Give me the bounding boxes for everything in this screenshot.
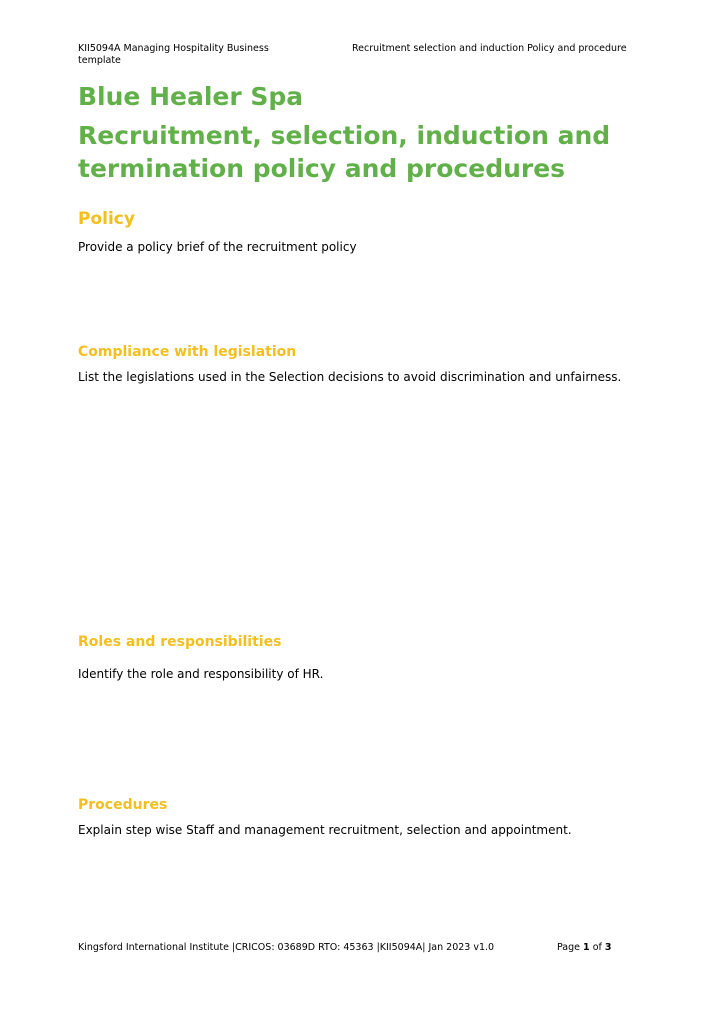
page-number	[557, 942, 612, 954]
compliance-text: List the legislations used in the Selection decisions to avoid discrimination and unfairness.	[78, 370, 622, 384]
page-current: 1	[583, 942, 590, 953]
page-label: Page	[557, 942, 580, 953]
roles-heading: Roles and responsibilities	[78, 634, 282, 650]
procedures-heading: Procedures	[78, 797, 168, 813]
policy-heading: Policy	[78, 209, 135, 229]
page-of: of	[592, 942, 602, 953]
header-right: Recruitment selection and induction Policy and procedure	[352, 43, 627, 54]
header-left: KII5094A Managing Hospitality Business template	[78, 43, 269, 66]
document-title: Recruitment, selection, induction and termination policy and procedures	[78, 121, 611, 183]
compliance-heading: Compliance with legislation	[78, 344, 297, 360]
procedures-text: Explain step wise Staff and management recruitment, selection and appointment.	[78, 823, 572, 837]
company-title: Blue Healer Spa	[78, 82, 304, 111]
roles-text: Identify the role and responsibility of HR.	[78, 667, 324, 681]
page-total: 3	[604, 942, 612, 953]
policy-text: Provide a policy brief of the recruitment policy	[78, 240, 357, 254]
footer-text: Kingsford International Institute |CRICOS: 03689D RTO: 45363 |KII5094A| Jan 2023 v1.0	[78, 942, 495, 953]
